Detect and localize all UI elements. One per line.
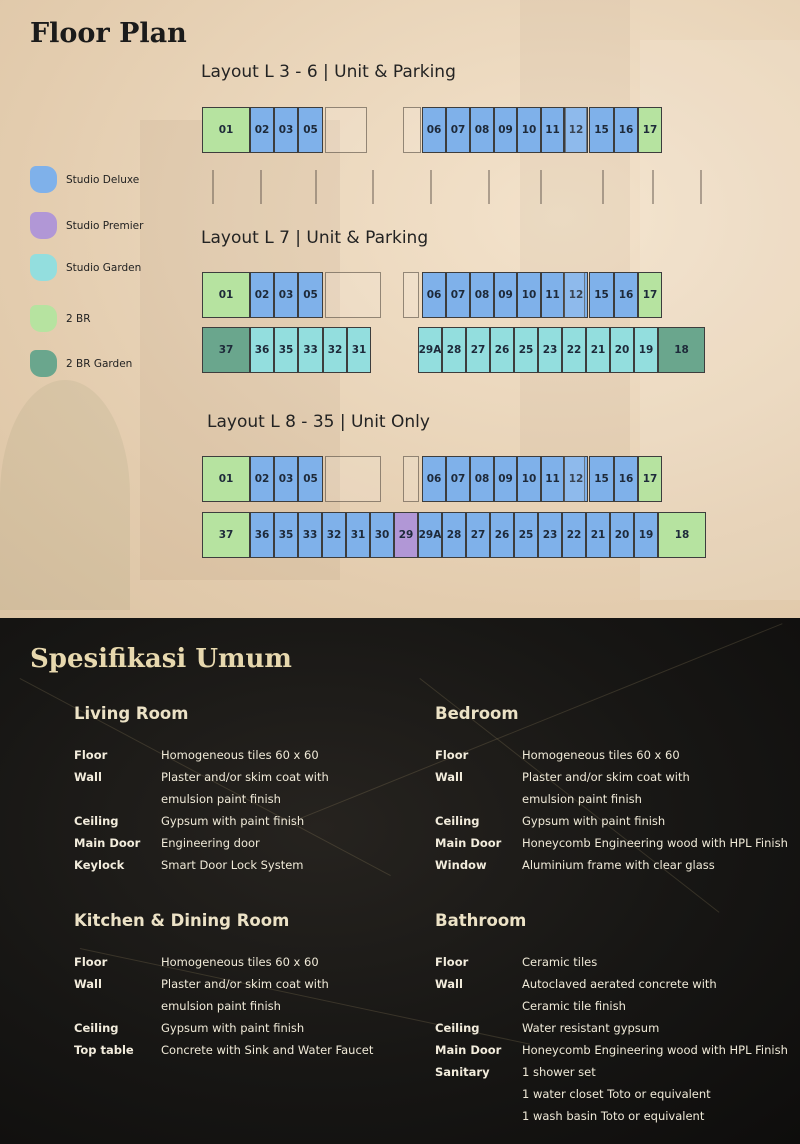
building-core [403,456,419,502]
spec-value: Ceramic tile finish [522,999,626,1013]
legend-swatch [30,350,57,377]
unit-19: 19 [634,512,658,558]
legend-label: Studio Garden [66,261,142,274]
unit-20: 20 [610,327,634,373]
unit-05: 05 [298,107,323,153]
legend-item-studio-premier [30,212,143,239]
layout-title-l8-35: Layout L 8 - 35 | Unit Only [207,412,430,432]
unit-31: 31 [347,327,371,373]
unit-02: 02 [250,107,274,153]
legend-swatch [30,166,57,193]
spec-row [435,810,795,832]
spec-label: Floor [435,955,469,969]
parking-column [652,170,654,204]
unit-09: 09 [494,107,517,153]
unit-10: 10 [517,456,541,502]
unit-35: 35 [274,512,298,558]
unit-37: 37 [202,327,250,373]
unit-09: 09 [494,456,517,502]
spec-row [435,766,795,810]
unit-27: 27 [466,327,490,373]
spec-label: Main Door [435,836,502,850]
spec-value: Gypsum with paint finish [161,814,305,828]
unit-35: 35 [274,327,298,373]
legend-item-2br [30,305,91,332]
specifications-title: Spesifikasi Umum [30,644,292,674]
spec-row [74,810,434,832]
spec-heading: Bathroom [435,911,527,930]
parking-column [602,170,604,204]
legend-swatch [30,212,57,239]
spec-value: 1 wash basin Toto or equivalent [522,1109,705,1123]
spec-row [435,951,795,973]
parking-column [430,170,432,204]
unit-33: 33 [298,327,323,373]
legend-label: 2 BR [66,312,91,325]
spec-label: Wall [435,770,463,784]
legend-swatch [30,305,57,332]
spec-kitchen-dining [74,911,434,1061]
background-decor [0,380,130,610]
spec-row [435,1039,795,1061]
spec-row [435,973,795,1017]
spec-value: Water resistant gypsum [522,1021,660,1035]
spec-value: Ceramic tiles [522,955,598,969]
unit-25: 25 [514,512,538,558]
unit-16: 16 [614,456,638,502]
unit-18: 18 [658,512,706,558]
spec-value: Plaster and/or skim coat with [161,977,329,991]
unit-19: 19 [634,327,658,373]
spec-row [74,766,434,810]
unit-03: 03 [274,272,298,318]
parking-column [540,170,542,204]
spec-row [74,832,434,854]
unit-22: 22 [562,327,586,373]
spec-value: emulsion paint finish [161,792,281,806]
parking-column [212,170,214,204]
spec-value: Gypsum with paint finish [522,814,666,828]
unit-26: 26 [490,512,514,558]
spec-label: Wall [74,770,102,784]
spec-value: 1 water closet Toto or equivalent [522,1087,711,1101]
spec-value: Smart Door Lock System [161,858,304,872]
spec-label: Wall [74,977,102,991]
unit-12: 12 [564,107,588,153]
unit-08: 08 [470,272,494,318]
unit-21: 21 [586,327,610,373]
building-core [403,272,419,318]
spec-label: Main Door [74,836,141,850]
unit-31: 31 [346,512,370,558]
unit-22: 22 [562,512,586,558]
building-core [563,456,585,502]
spec-value: Honeycomb Engineering wood with HPL Finish [522,836,788,850]
unit-05: 05 [298,456,323,502]
building-core [325,456,381,502]
spec-row [435,832,795,854]
unit-15: 15 [589,456,614,502]
parking-column [315,170,317,204]
spec-label: Ceiling [74,814,119,828]
unit-06: 06 [422,107,446,153]
unit-07: 07 [446,272,470,318]
unit-16: 16 [614,107,638,153]
building-core [563,272,585,318]
unit-11: 11 [541,272,564,318]
unit-07: 07 [446,456,470,502]
legend-label: Studio Deluxe [66,173,140,186]
unit-11: 11 [541,456,564,502]
spec-label: Floor [435,748,469,762]
building-core [565,107,587,153]
unit-01: 01 [202,107,250,153]
spec-label: Wall [435,977,463,991]
spec-heading: Kitchen & Dining Room [74,911,290,930]
unit-08: 08 [470,107,494,153]
unit-15: 15 [589,107,614,153]
background-decor [520,0,630,470]
spec-value: 1 shower set [522,1065,596,1079]
spec-label: Sanitary [435,1065,490,1079]
spec-value: Homogeneous tiles 60 x 60 [522,748,680,762]
parking-column [372,170,374,204]
unit-07: 07 [446,107,470,153]
unit-17: 17 [638,107,662,153]
spec-value: emulsion paint finish [522,792,642,806]
legend-label: 2 BR Garden [66,357,133,370]
spec-row [74,1017,434,1039]
unit-17: 17 [638,456,662,502]
spec-living-room [74,704,434,876]
parking-column [260,170,262,204]
unit-10: 10 [517,272,541,318]
unit-26: 26 [490,327,514,373]
building-core [403,107,421,153]
unit-30: 30 [370,512,394,558]
building-core [325,272,381,318]
unit-21: 21 [586,512,610,558]
spec-row [74,744,434,766]
spec-bathroom [435,911,795,1127]
spec-row [435,744,795,766]
spec-value: Gypsum with paint finish [161,1021,305,1035]
spec-value: emulsion paint finish [161,999,281,1013]
spec-row [435,1061,795,1127]
spec-row [74,854,434,876]
unit-29: 29 [394,512,418,558]
spec-label: Ceiling [435,1021,480,1035]
spec-row [74,973,434,1017]
unit-37: 37 [202,512,250,558]
spec-row [435,854,795,876]
unit-27: 27 [466,512,490,558]
unit-06: 06 [422,456,446,502]
floor-plan-title: Floor Plan [30,18,187,49]
spec-bedroom [435,704,795,876]
unit-05: 05 [298,272,323,318]
unit-25: 25 [514,327,538,373]
unit-02: 02 [250,456,274,502]
unit-12: 12 [564,456,588,502]
spec-label: Keylock [74,858,125,872]
unit-03: 03 [274,107,298,153]
unit-17: 17 [638,272,662,318]
unit-08: 08 [470,456,494,502]
legend-item-2br-garden [30,350,132,377]
unit-36: 36 [250,512,274,558]
spec-value: Aluminium frame with clear glass [522,858,715,872]
spec-label: Floor [74,748,108,762]
parking-column [488,170,490,204]
unit-29a: 29A [418,512,442,558]
unit-23: 23 [538,512,562,558]
unit-16: 16 [614,272,638,318]
spec-heading: Bedroom [435,704,519,723]
unit-33: 33 [298,512,322,558]
parking-column [700,170,702,204]
spec-label: Ceiling [435,814,480,828]
legend-item-studio-deluxe [30,166,139,193]
unit-06: 06 [422,272,446,318]
unit-18: 18 [658,327,705,373]
spec-value: Autoclaved aerated concrete with [522,977,717,991]
unit-36: 36 [250,327,274,373]
legend-label: Studio Premier [66,219,144,232]
spec-row [74,951,434,973]
spec-value: Honeycomb Engineering wood with HPL Finish [522,1043,788,1057]
spec-value: Plaster and/or skim coat with [522,770,690,784]
spec-value: Plaster and/or skim coat with [161,770,329,784]
specifications-section [0,618,800,1144]
legend-swatch [30,254,57,281]
spec-value: Homogeneous tiles 60 x 60 [161,748,319,762]
spec-heading: Living Room [74,704,189,723]
unit-09: 09 [494,272,517,318]
unit-23: 23 [538,327,562,373]
spec-label: Main Door [435,1043,502,1057]
unit-15: 15 [589,272,614,318]
unit-03: 03 [274,456,298,502]
spec-label: Top table [74,1043,134,1057]
unit-32: 32 [323,327,347,373]
unit-01: 01 [202,272,250,318]
unit-20: 20 [610,512,634,558]
building-core [325,107,367,153]
spec-label: Window [435,858,487,872]
spec-value: Homogeneous tiles 60 x 60 [161,955,319,969]
unit-02: 02 [250,272,274,318]
unit-28: 28 [442,327,466,373]
spec-row [74,1039,434,1061]
spec-label: Ceiling [74,1021,119,1035]
unit-28: 28 [442,512,466,558]
layout-title-l7: Layout L 7 | Unit & Parking [201,228,429,248]
spec-label: Floor [74,955,108,969]
unit-12: 12 [564,272,588,318]
spec-row [435,1017,795,1039]
layout-title-l3-6: Layout L 3 - 6 | Unit & Parking [201,62,456,82]
unit-10: 10 [517,107,541,153]
unit-11: 11 [541,107,564,153]
spec-value: Concrete with Sink and Water Faucet [161,1043,374,1057]
legend-item-studio-garden [30,254,141,281]
unit-01: 01 [202,456,250,502]
unit-32: 32 [322,512,346,558]
spec-value: Engineering door [161,836,260,850]
unit-29a: 29A [418,327,442,373]
